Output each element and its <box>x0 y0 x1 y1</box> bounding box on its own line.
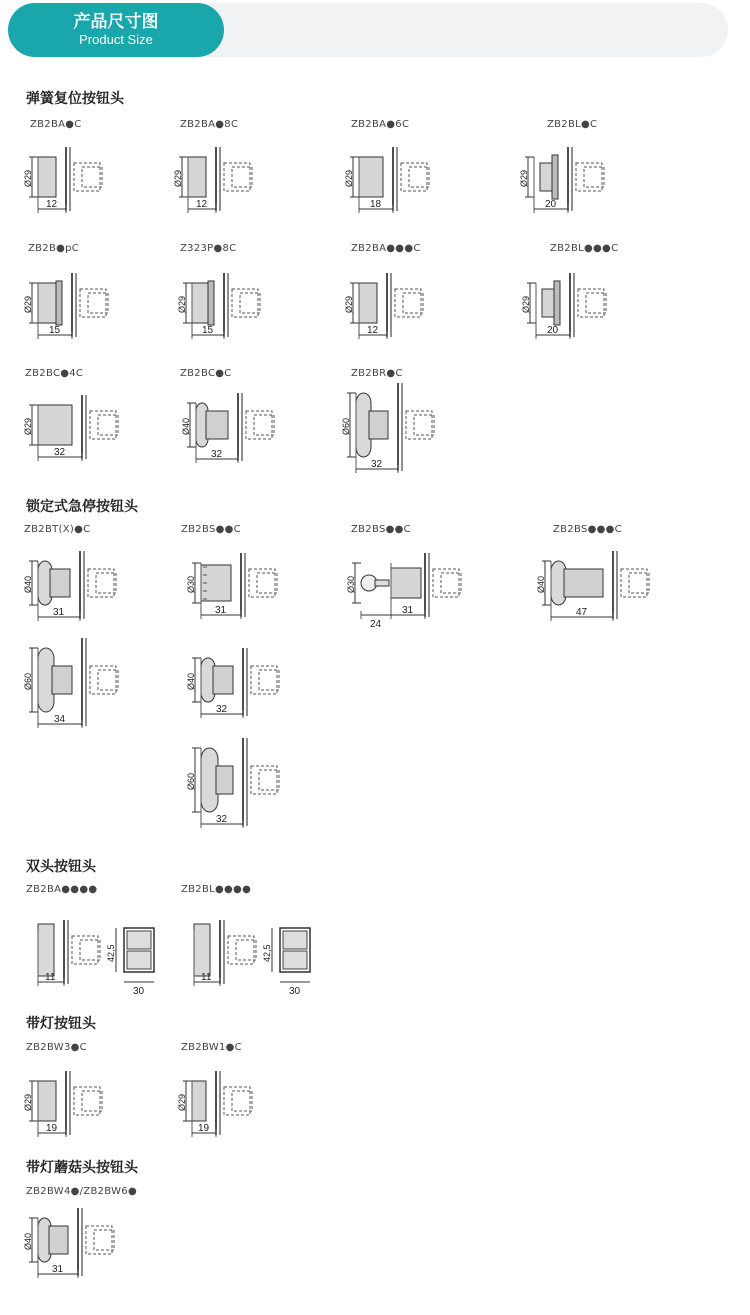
section-title-illuminated: 带灯按钮头 <box>26 1016 96 1032</box>
length-label: 11 <box>201 972 212 983</box>
width-label: 30 <box>133 986 145 997</box>
length-label: 11 <box>45 972 56 983</box>
dimension-drawing <box>176 1066 426 1176</box>
diameter-label: Ø40 <box>186 672 196 690</box>
diameter-label: Ø60 <box>23 672 33 690</box>
length-label: 32 <box>54 447 66 458</box>
model-code: ZB2B●pC <box>28 243 80 254</box>
header-title-pill <box>8 3 224 57</box>
dimension-drawing <box>185 645 435 755</box>
diameter-label: Ø60 <box>186 772 196 790</box>
model-code: ZB2BS●●●C <box>553 524 622 535</box>
length-label: 15 <box>202 325 214 336</box>
length-label: 31 <box>402 605 414 616</box>
model-code: ZB2BS●●C <box>351 524 411 535</box>
model-code: ZB2BA●●●● <box>26 884 98 895</box>
model-code: Z323P●8C <box>180 243 237 254</box>
model-code: ZB2BA●C <box>30 119 82 130</box>
model-code: ZB2BA●8C <box>180 119 239 130</box>
diameter-label: Ø40 <box>181 417 191 435</box>
length-label: 31 <box>52 1264 64 1275</box>
length-label: 31 <box>215 605 227 616</box>
length-label: 19 <box>46 1123 58 1134</box>
dimension-drawing <box>185 745 435 855</box>
diameter-label: Ø29 <box>519 169 529 187</box>
length-label: 32 <box>211 449 223 460</box>
length-label: 18 <box>370 199 382 210</box>
length-label: 32 <box>216 814 228 825</box>
diameter-label: Ø29 <box>344 295 354 313</box>
model-code: ZB2BA●6C <box>351 119 410 130</box>
model-code: ZB2BL●●●● <box>181 884 252 895</box>
dimension-drawing <box>340 390 590 500</box>
diameter-label: Ø40 <box>23 1232 33 1250</box>
length-label: 12 <box>196 199 208 210</box>
section-title-emergency-stop: 锁定式急停按钮头 <box>26 499 138 515</box>
dimension-drawing <box>535 548 750 658</box>
diameter-label: Ø40 <box>23 575 33 593</box>
dimension-drawing <box>520 268 750 378</box>
model-code: ZB2BW1●C <box>181 1042 242 1053</box>
length-label: 34 <box>54 714 66 725</box>
length-label: 19 <box>198 1123 210 1134</box>
diameter-label: Ø40 <box>536 575 546 593</box>
section-title-spring-return: 弹簧复位按钮头 <box>26 91 124 107</box>
width-label: 30 <box>289 986 301 997</box>
model-code: ZB2BW4●/ZB2BW6● <box>26 1186 137 1197</box>
model-code: ZB2BC●C <box>180 368 232 379</box>
diameter-label: Ø29 <box>23 295 33 313</box>
header-title-en: Product Size <box>79 32 153 47</box>
model-code: ZB2BS●●C <box>181 524 241 535</box>
length-label: 31 <box>53 607 65 618</box>
model-code: ZB2BA●●●C <box>351 243 421 254</box>
height-label: 42,5 <box>262 944 272 962</box>
diameter-label: Ø29 <box>344 169 354 187</box>
diameter-label: Ø29 <box>23 417 33 435</box>
model-code: ZB2BL●●●C <box>550 243 619 254</box>
length-label: 20 <box>547 325 559 336</box>
length-label: 32 <box>371 459 383 470</box>
dimension-drawing <box>518 142 750 252</box>
diameter-label: Ø29 <box>23 1093 33 1111</box>
model-code: ZB2BC●4C <box>25 368 84 379</box>
length-label: 15 <box>49 325 61 336</box>
length-label: 32 <box>216 704 228 715</box>
model-code: ZB2BR●C <box>351 368 403 379</box>
dimension-drawing <box>178 915 428 1025</box>
length-label: 12 <box>46 199 58 210</box>
header-title-cn: 产品尺寸图 <box>73 12 159 32</box>
length-label: 12 <box>367 325 379 336</box>
model-code: ZB2BT(X)●C <box>24 524 91 535</box>
diameter-label: Ø30 <box>186 575 196 593</box>
model-code: ZB2BW3●C <box>26 1042 87 1053</box>
diameter-label: Ø60 <box>341 417 351 435</box>
length-label: 47 <box>576 607 588 618</box>
section-title-illuminated-mushroom: 带灯蘑菇头按钮头 <box>26 1160 138 1176</box>
height-label: 42,5 <box>106 944 116 962</box>
diameter-label: Ø29 <box>177 1093 187 1111</box>
section-title-double-head: 双头按钮头 <box>26 859 96 875</box>
length-label: 20 <box>545 199 557 210</box>
length-label-2: 24 <box>370 619 382 630</box>
diameter-label: Ø30 <box>346 575 356 593</box>
dimension-drawing <box>22 1205 272 1315</box>
diameter-label: Ø29 <box>173 169 183 187</box>
diameter-label: Ø29 <box>177 295 187 313</box>
model-code: ZB2BL●C <box>547 119 598 130</box>
diameter-label: Ø29 <box>23 169 33 187</box>
diameter-label: Ø29 <box>521 295 531 313</box>
